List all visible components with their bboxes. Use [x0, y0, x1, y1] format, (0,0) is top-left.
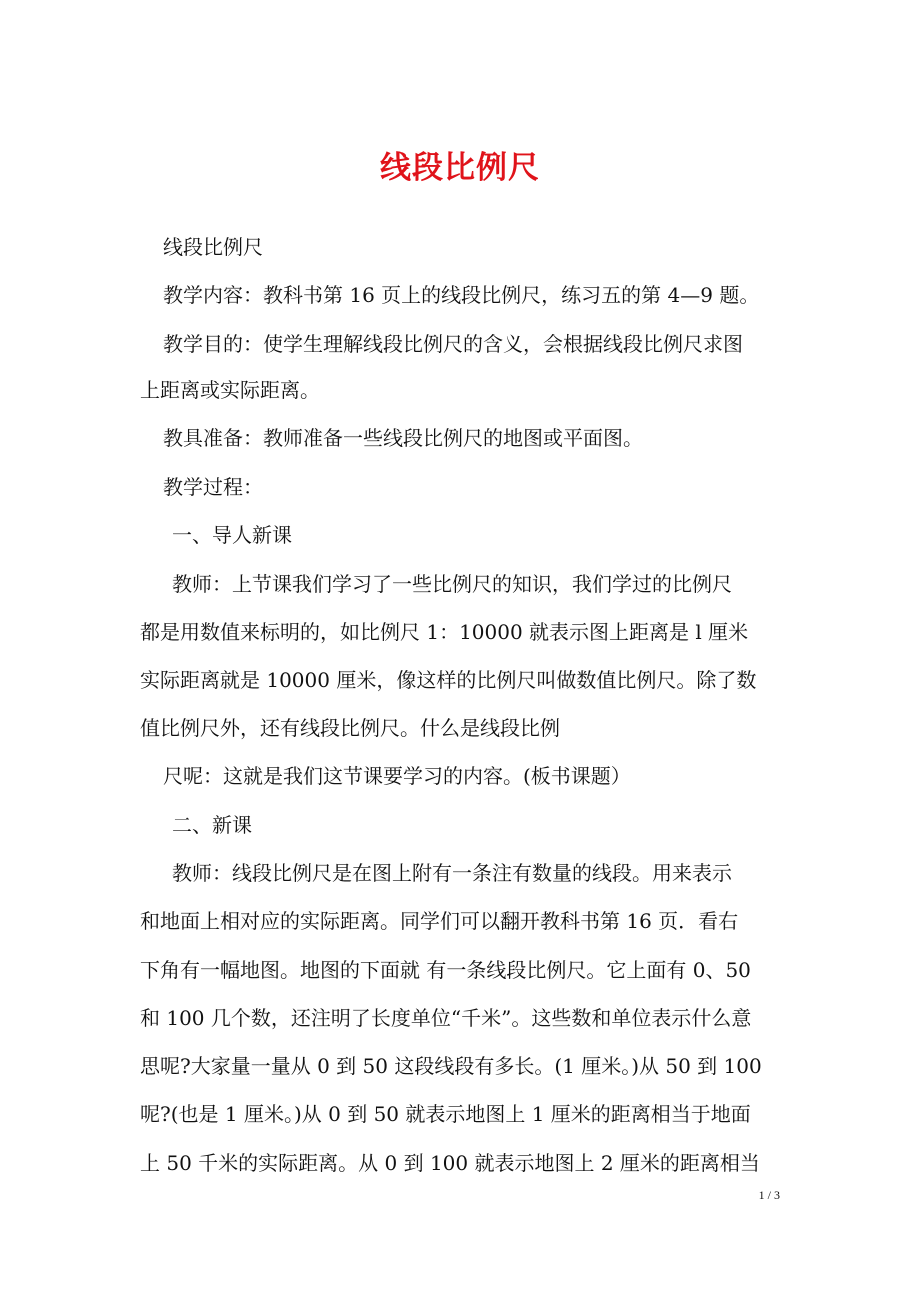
- paragraph-line: 都是用数值来标明的，如比例尺 1：10000 就表示图上距离是 l 厘米: [140, 620, 749, 644]
- paragraph-line: 上距离或实际距离。: [140, 378, 320, 402]
- paragraph-line: 尺呢：这就是我们这节课要学习的内容。(板书课题）: [163, 764, 631, 788]
- paragraph-line: 下角有一幅地图。地图的下面就 有一条线段比例尺。它上面有 0、50: [140, 958, 751, 982]
- paragraph-line: 教具准备：教师准备一些线段比例尺的地图或平面图。: [163, 426, 643, 450]
- paragraph-line: 教学目的：使学生理解线段比例尺的含义，会根据线段比例尺求图: [163, 332, 743, 356]
- paragraph-line: 教师：上节课我们学习了一些比例尺的知识，我们学过的比例尺: [172, 572, 732, 596]
- paragraph-line: 教学过程：: [163, 475, 263, 499]
- paragraph-line: 上 50 千米的实际距离。从 0 到 100 就表示地图上 2 厘米的距离相当: [140, 1151, 760, 1175]
- paragraph-line: 教师：线段比例尺是在图上附有一条注有数量的线段。用来表示: [172, 861, 732, 885]
- section-heading: 一、导人新课: [172, 523, 292, 547]
- page-number: 1 / 3: [758, 1188, 780, 1202]
- paragraph-line: 实际距离就是 10000 厘米，像这样的比例尺叫做数值比例尺。除了数: [140, 668, 757, 692]
- paragraph-line: 和地面上相对应的实际距离。同学们可以翻开教科书第 16 页．看右: [140, 909, 739, 933]
- paragraph-line: 教学内容：教科书第 16 页上的线段比例尺，练习五的第 4—9 题。: [163, 283, 760, 307]
- paragraph-line: 和 100 几个数，还注明了长度单位“千米”。这些数和单位表示什么意: [140, 1006, 752, 1030]
- paragraph-line: 呢?(也是 1 厘米。)从 0 到 50 就表示地图上 1 厘米的距离相当于地面: [140, 1102, 751, 1126]
- paragraph-line: 线段比例尺: [163, 235, 263, 259]
- section-heading: 二、新课: [172, 813, 252, 837]
- paragraph-line: 思呢?大家量一量从 0 到 50 这段线段有多长。(1 厘米。)从 50 到 100: [140, 1054, 762, 1078]
- document-title: 线段比例尺: [380, 150, 540, 186]
- paragraph-line: 值比例尺外，还有线段比例尺。什么是线段比例: [140, 716, 560, 740]
